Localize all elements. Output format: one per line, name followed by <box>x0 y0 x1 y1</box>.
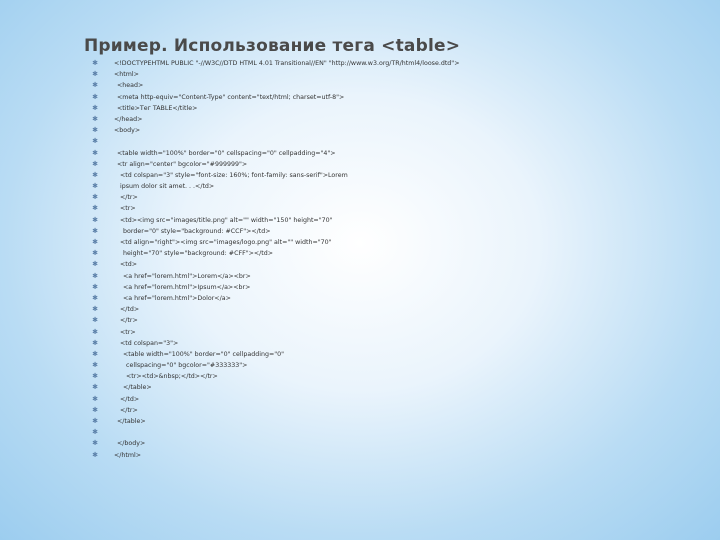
star-bullet-icon: ✱ <box>92 372 98 381</box>
code-text: <td> <box>120 261 138 269</box>
code-text: </table> <box>123 384 152 392</box>
code-text: <a href="lorem.html">Dolor</a> <box>123 294 231 302</box>
code-text: <body> <box>114 127 141 135</box>
code-line <box>90 371 670 382</box>
star-bullet-icon: ✱ <box>92 417 98 425</box>
code-text: <title>Тег TABLE</title> <box>117 104 198 112</box>
code-line <box>90 103 670 114</box>
star-bullet-icon: ✱ <box>92 103 98 112</box>
code-line <box>90 181 670 192</box>
code-text: </td> <box>120 306 140 314</box>
star-bullet-icon: ✱ <box>92 383 98 392</box>
code-line <box>90 304 670 315</box>
code-text: <tr> <box>120 205 136 213</box>
code-text: </td> <box>120 395 140 403</box>
star-bullet-icon: ✱ <box>92 394 98 403</box>
star-bullet-icon: ✱ <box>92 405 98 414</box>
star-bullet-icon: ✱ <box>92 92 98 101</box>
star-bullet-icon: ✱ <box>92 148 98 157</box>
star-bullet-icon: ✱ <box>92 439 98 448</box>
star-bullet-icon: ✱ <box>92 226 98 235</box>
star-bullet-icon: ✱ <box>92 137 98 146</box>
code-line <box>90 203 670 214</box>
star-bullet-icon: ✱ <box>92 338 98 347</box>
code-text: <meta http-equiv="Content-Type" content="text/html; charset=utf-8"> <box>117 93 345 101</box>
star-bullet-icon: ✱ <box>92 282 98 291</box>
code-line <box>90 450 670 461</box>
star-bullet-icon: ✱ <box>92 293 98 302</box>
code-line <box>90 58 670 69</box>
code-text: </tr> <box>120 194 138 202</box>
star-bullet-icon: ✱ <box>92 450 98 459</box>
code-line <box>90 271 670 282</box>
code-line <box>90 427 670 438</box>
code-text: </body> <box>117 440 146 448</box>
star-bullet-icon: ✱ <box>92 159 98 168</box>
star-bullet-icon: ✱ <box>92 249 98 258</box>
code-line <box>90 360 670 371</box>
code-line <box>90 192 670 203</box>
star-bullet-icon: ✱ <box>92 204 98 213</box>
star-bullet-icon: ✱ <box>92 215 98 224</box>
code-line <box>90 315 670 326</box>
code-text: <tr> <box>120 328 136 336</box>
star-bullet-icon: ✱ <box>92 316 98 325</box>
star-bullet-icon: ✱ <box>92 193 98 202</box>
code-line <box>90 438 670 449</box>
code-text: </html> <box>114 451 142 459</box>
code-text: <tr><td>&nbsp;</td></tr> <box>126 373 218 381</box>
code-line <box>90 259 670 270</box>
star-bullet-icon: ✱ <box>92 70 98 79</box>
code-text: border="0" style="background: #CCF"></td> <box>123 227 271 235</box>
code-line <box>90 92 670 103</box>
code-line <box>90 327 670 338</box>
code-line <box>90 125 670 136</box>
code-text: <td align="right"><img src="images/logo.png" alt="" width="70" <box>120 239 332 246</box>
code-text: </table> <box>117 418 146 425</box>
code-text: <!DOCTYPEHTML PUBLIC "-//W3C//DTD HTML 4.01 Transitional//EN" "http://www.w3.org/TR/html4/loose.dtd"> <box>114 60 460 67</box>
star-bullet-icon: ✱ <box>92 81 98 90</box>
code-listing <box>90 58 670 461</box>
star-bullet-icon: ✱ <box>92 170 98 179</box>
code-text: <td colspan="3" style="font-size: 160%; font-family: sans-serif">Lorem <box>120 171 348 179</box>
star-bullet-icon: ✱ <box>92 327 98 336</box>
star-bullet-icon: ✱ <box>92 126 98 135</box>
code-text: <td colspan="3"> <box>120 339 179 347</box>
code-line <box>90 349 670 360</box>
slide-title: Пример. Использование тега <table> <box>84 36 461 56</box>
code-text: <table width="100%" border="0" cellpadding="0" <box>123 350 285 358</box>
code-line <box>90 69 670 80</box>
star-bullet-icon: ✱ <box>92 182 98 191</box>
code-line <box>90 136 670 147</box>
code-line <box>90 405 670 416</box>
code-text: </head> <box>114 115 143 123</box>
code-line <box>90 248 670 259</box>
code-text: <a href="lorem.html">Ipsum</a><br> <box>123 283 251 291</box>
code-text: <a href="lorem.html">Lorem</a><br> <box>123 272 251 280</box>
code-line <box>90 80 670 91</box>
star-bullet-icon: ✱ <box>92 428 98 437</box>
code-text: <html> <box>114 71 139 79</box>
star-bullet-icon: ✱ <box>92 260 98 269</box>
star-bullet-icon: ✱ <box>92 349 98 358</box>
code-line <box>90 215 670 226</box>
code-text: </tr> <box>120 406 138 414</box>
code-text: <table width="100%" border="0" cellspacing="0" cellpadding="4"> <box>117 149 336 157</box>
code-line <box>90 159 670 170</box>
code-line <box>90 282 670 293</box>
code-line <box>90 148 670 159</box>
code-text: </tr> <box>120 317 138 325</box>
code-line <box>90 237 670 248</box>
star-bullet-icon: ✱ <box>92 114 98 123</box>
code-text: ipsum dolor sit amet. . .</td> <box>120 183 215 191</box>
code-text: <head> <box>117 82 144 90</box>
code-line <box>90 170 670 181</box>
code-text: <td><img src="images/title.png" alt="" width="150" height="70" <box>120 216 333 224</box>
star-bullet-icon: ✱ <box>92 305 98 314</box>
code-text: height="70" style="background: #CFF"></td> <box>123 250 274 258</box>
code-text: cellspacing="0" bgcolor="#333333"> <box>126 362 248 370</box>
code-line <box>90 226 670 237</box>
code-text: <tr align="center" bgcolor="#999999"> <box>117 160 248 168</box>
code-line <box>90 293 670 304</box>
code-line <box>90 416 670 427</box>
code-line <box>90 382 670 393</box>
star-bullet-icon: ✱ <box>92 271 98 280</box>
star-bullet-icon: ✱ <box>92 361 98 370</box>
star-bullet-icon: ✱ <box>92 59 98 67</box>
star-bullet-icon: ✱ <box>92 238 98 246</box>
code-line <box>90 338 670 349</box>
code-line <box>90 394 670 405</box>
code-line <box>90 114 670 125</box>
